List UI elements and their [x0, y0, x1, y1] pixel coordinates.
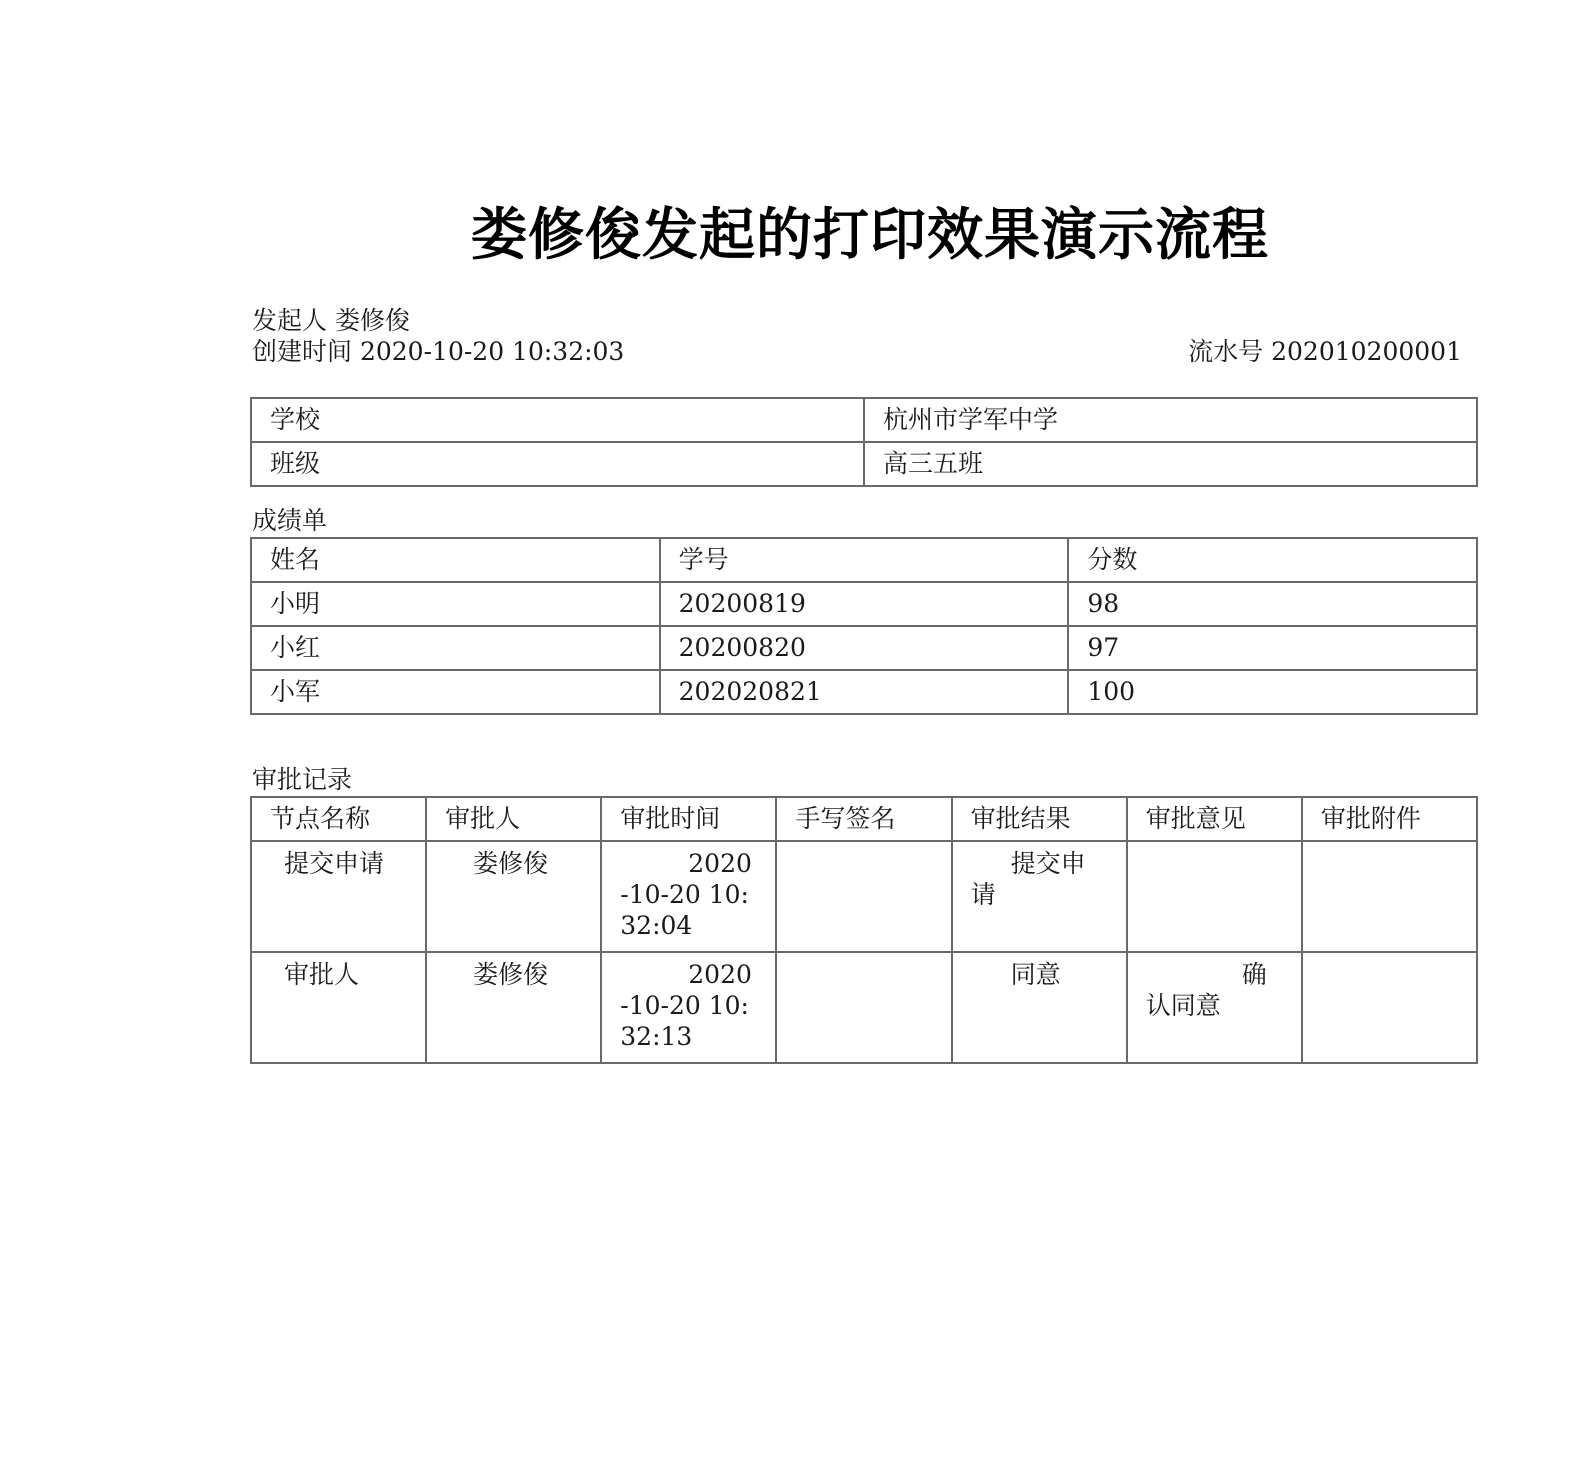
column-header: 姓名: [251, 538, 660, 582]
initiator-line: [252, 305, 1462, 337]
info-label: 班级: [251, 442, 864, 486]
column-header: 审批意见: [1127, 797, 1302, 841]
score-section-label: 成绩单: [252, 506, 328, 535]
approval-record-row: [251, 841, 1477, 952]
info-row-class: [251, 442, 1477, 486]
initiator-value: 娄修俊: [334, 306, 410, 335]
score-table: [250, 537, 1478, 715]
info-row-school: [251, 398, 1477, 442]
student-score: 100: [1068, 670, 1477, 714]
node-name: 提交申请: [251, 841, 426, 952]
column-header: 学号: [660, 538, 1069, 582]
student-name: 小明: [251, 582, 660, 626]
approval-header-row: [251, 797, 1477, 841]
node-name: 审批人: [251, 952, 426, 1063]
student-score: 98: [1068, 582, 1477, 626]
info-value: 杭州市学军中学: [864, 398, 1477, 442]
table-row: [251, 670, 1477, 714]
approval-result: 提交申请: [952, 841, 1127, 952]
info-value: 高三五班: [864, 442, 1477, 486]
column-header: 审批时间: [601, 797, 776, 841]
approval-opinion: 确认同意: [1127, 952, 1302, 1063]
page-title: 娄修俊发起的打印效果演示流程: [471, 203, 1269, 268]
info-table: [250, 397, 1478, 487]
approval-result: 同意: [952, 952, 1127, 1063]
approver: 娄修俊: [426, 841, 601, 952]
approval-section-label: 审批记录: [252, 765, 353, 794]
initiator-label: 发起人: [252, 306, 328, 335]
student-id: 20200819: [660, 582, 1069, 626]
student-name: 小军: [251, 670, 660, 714]
column-header: 审批附件: [1302, 797, 1477, 841]
table-row: [251, 626, 1477, 670]
approver: 娄修俊: [426, 952, 601, 1063]
serial-value: 202010200001: [1271, 337, 1462, 366]
column-header: 审批人: [426, 797, 601, 841]
approval-opinion: [1127, 841, 1302, 952]
student-id: 202020821: [660, 670, 1069, 714]
table-row: [251, 582, 1477, 626]
student-id: 20200820: [660, 626, 1069, 670]
serial-label: 流水号: [1188, 337, 1264, 366]
created-line: [252, 336, 1462, 368]
info-label: 学校: [251, 398, 864, 442]
approval-attachment: [1302, 952, 1477, 1063]
created-time: 2020-10-20 10:32:03: [359, 337, 625, 366]
column-header: 审批结果: [952, 797, 1127, 841]
handwritten-signature: [776, 841, 951, 952]
approval-time: 2020-10-20 10:32:04: [601, 841, 776, 952]
approval-table: [250, 796, 1478, 1064]
approval-record-row: [251, 952, 1477, 1063]
handwritten-signature: [776, 952, 951, 1063]
score-header-row: [251, 538, 1477, 582]
column-header: 分数: [1068, 538, 1477, 582]
student-score: 97: [1068, 626, 1477, 670]
student-name: 小红: [251, 626, 660, 670]
created-label: 创建时间: [252, 337, 353, 366]
column-header: 节点名称: [251, 797, 426, 841]
serial-number: [1188, 336, 1462, 368]
approval-time: 2020-10-20 10:32:13: [601, 952, 776, 1063]
column-header: 手写签名: [776, 797, 951, 841]
approval-attachment: [1302, 841, 1477, 952]
